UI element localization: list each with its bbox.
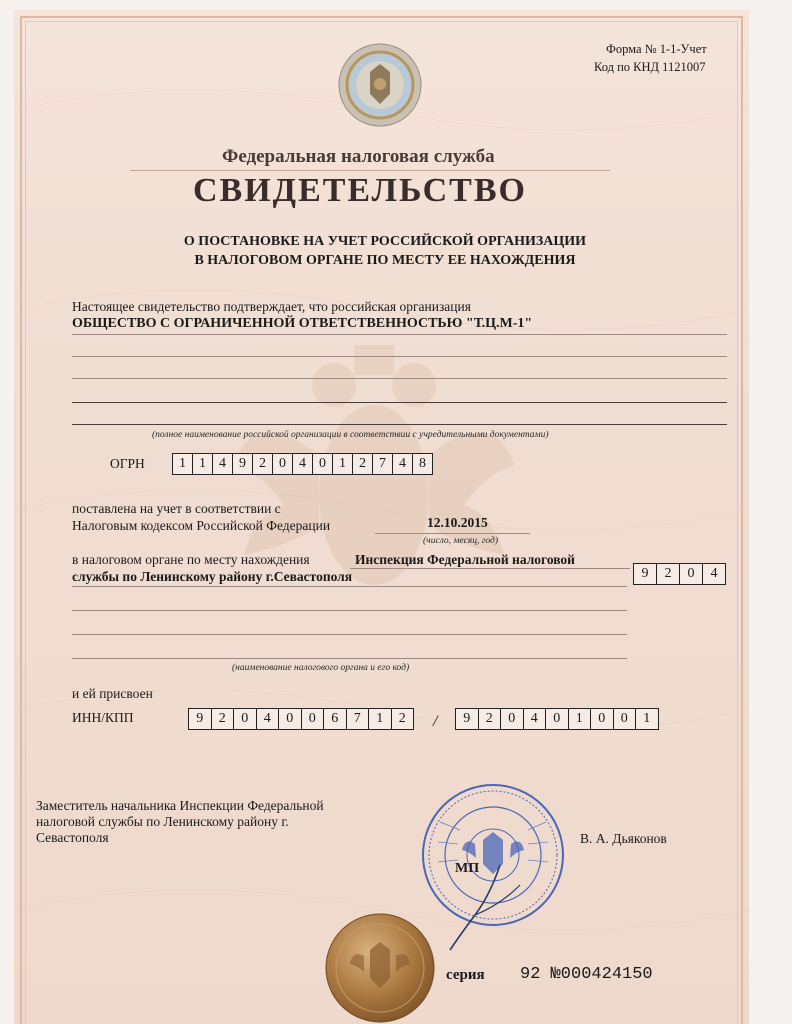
gold-hologram-seal bbox=[324, 912, 436, 1024]
signer-name: В. А. Дьяконов bbox=[580, 831, 667, 846]
authority-code-digit: 9 bbox=[634, 564, 657, 584]
inn-digit: 6 bbox=[324, 709, 347, 729]
inn-digit: 0 bbox=[279, 709, 302, 729]
authority-line-1 bbox=[350, 568, 630, 569]
ogrn-digit: 1 bbox=[173, 454, 193, 474]
authority-line-4 bbox=[72, 634, 627, 635]
inn-digit: 9 bbox=[189, 709, 212, 729]
organization-name: ОБЩЕСТВО С ОГРАНИЧЕННОЙ ОТВЕТСТВЕННОСТЬЮ "Т.Ц.М-1" bbox=[72, 316, 533, 331]
kpp-digit: 2 bbox=[479, 709, 502, 729]
kpp-digit: 1 bbox=[643, 711, 651, 726]
org-line-4 bbox=[72, 402, 727, 403]
inn-digit: 2 bbox=[398, 711, 406, 726]
seal-mark: МП bbox=[455, 861, 480, 876]
ogrn-label: ОГРН bbox=[110, 456, 145, 471]
ogrn-digit: 4 bbox=[293, 454, 313, 474]
ogrn-digit: 4 bbox=[213, 454, 233, 474]
registered-line-2: Налоговым кодексом Российской Федерации bbox=[72, 518, 331, 533]
form-number: Форма № 1-1-Учет bbox=[606, 42, 707, 56]
registration-date: 12.10.2015 bbox=[427, 515, 488, 530]
authority-prefix: в налоговом органе по месту нахождения bbox=[72, 552, 310, 567]
ogrn-digit: 1 bbox=[333, 454, 353, 474]
confirm-text: Настоящее свидетельство подтверждает, что российская организация bbox=[72, 299, 471, 314]
ogrn-digit: 1 bbox=[193, 454, 213, 474]
ogrn-digit: 0 bbox=[273, 454, 293, 474]
subtitle-line-1: О ПОСТАНОВКЕ НА УЧЕТ РОССИЙСКОЙ ОРГАНИЗАЦИИ bbox=[183, 234, 587, 249]
authority-code-digit: 2 bbox=[657, 564, 680, 584]
authority-name-2: службы по Ленинскому району г.Севастополя bbox=[72, 569, 353, 584]
ogrn-digit: 9 bbox=[233, 454, 253, 474]
kpp-digit: 0 bbox=[546, 709, 569, 729]
inn-digit: 7 bbox=[347, 709, 370, 729]
signer-position-line-3: Севастополя bbox=[36, 830, 109, 845]
ogrn-digit: 2 bbox=[253, 454, 273, 474]
hologram-emblem bbox=[337, 42, 423, 128]
kpp-digit: 0 bbox=[591, 709, 614, 729]
kpp-digit: 4 bbox=[524, 709, 547, 729]
ogrn-digit: 4 bbox=[393, 454, 413, 474]
document-title: СВИДЕТЕЛЬСТВО bbox=[193, 172, 527, 209]
series-number: 92 №000424150 bbox=[520, 965, 653, 984]
kpp-digit: 0 bbox=[614, 709, 637, 729]
kpp-digit: 0 bbox=[501, 709, 524, 729]
signer-position-line-1: Заместитель начальника Инспекции Федеральной bbox=[36, 798, 324, 813]
subtitle-line-2: В НАЛОГОВОМ ОРГАНЕ ПО МЕСТУ ЕЕ НАХОЖДЕНИЯ bbox=[194, 253, 576, 268]
series-label: серия bbox=[446, 967, 485, 983]
inn-digit: 2 bbox=[212, 709, 235, 729]
authority-line-2 bbox=[72, 586, 627, 587]
ogrn-digit: 2 bbox=[353, 454, 373, 474]
service-name: Федеральная налоговая служба bbox=[222, 146, 495, 167]
inn-kpp-label: ИНН/КПП bbox=[72, 710, 134, 725]
org-line-3 bbox=[72, 378, 727, 379]
date-caption: (число, месяц, год) bbox=[423, 536, 499, 546]
registered-line-1: поставлена на учет в соответствии с bbox=[72, 501, 281, 516]
service-underline bbox=[130, 170, 610, 171]
inn-digit: 0 bbox=[302, 709, 325, 729]
ogrn-boxes bbox=[172, 453, 433, 475]
ogrn-digit: 0 bbox=[313, 454, 333, 474]
org-line-1 bbox=[72, 334, 727, 335]
inn-boxes bbox=[188, 708, 414, 730]
authority-caption: (наименование налогового органа и его код) bbox=[232, 663, 410, 673]
authority-code-digit: 4 bbox=[710, 566, 718, 581]
assigned-text: и ей присвоен bbox=[72, 686, 153, 701]
org-line-2 bbox=[72, 356, 727, 357]
kpp-boxes bbox=[455, 708, 659, 730]
inn-kpp-slash: / bbox=[433, 713, 438, 730]
signature-stroke bbox=[430, 855, 550, 955]
kpp-digit: 9 bbox=[456, 709, 479, 729]
organization-caption: (полное наименование российской организации в соответствии с учредительными документами) bbox=[152, 430, 549, 440]
org-line-5 bbox=[72, 424, 727, 425]
authority-line-3 bbox=[72, 610, 627, 611]
authority-name-1: Инспекция Федеральной налоговой bbox=[355, 552, 575, 567]
signer-position-line-2: налоговой службы по Ленинскому району г. bbox=[36, 814, 289, 829]
ogrn-digit: 7 bbox=[373, 454, 393, 474]
authority-code-digit: 0 bbox=[680, 564, 703, 584]
ogrn-digit: 8 bbox=[419, 456, 426, 471]
kpp-digit: 1 bbox=[569, 709, 592, 729]
date-line bbox=[375, 533, 530, 534]
authority-line-5 bbox=[72, 658, 627, 659]
inn-digit: 4 bbox=[257, 709, 280, 729]
knd-code: Код по КНД 1121007 bbox=[594, 60, 706, 74]
inn-digit: 0 bbox=[234, 709, 257, 729]
inn-digit: 1 bbox=[369, 709, 392, 729]
authority-code-boxes bbox=[633, 563, 726, 585]
